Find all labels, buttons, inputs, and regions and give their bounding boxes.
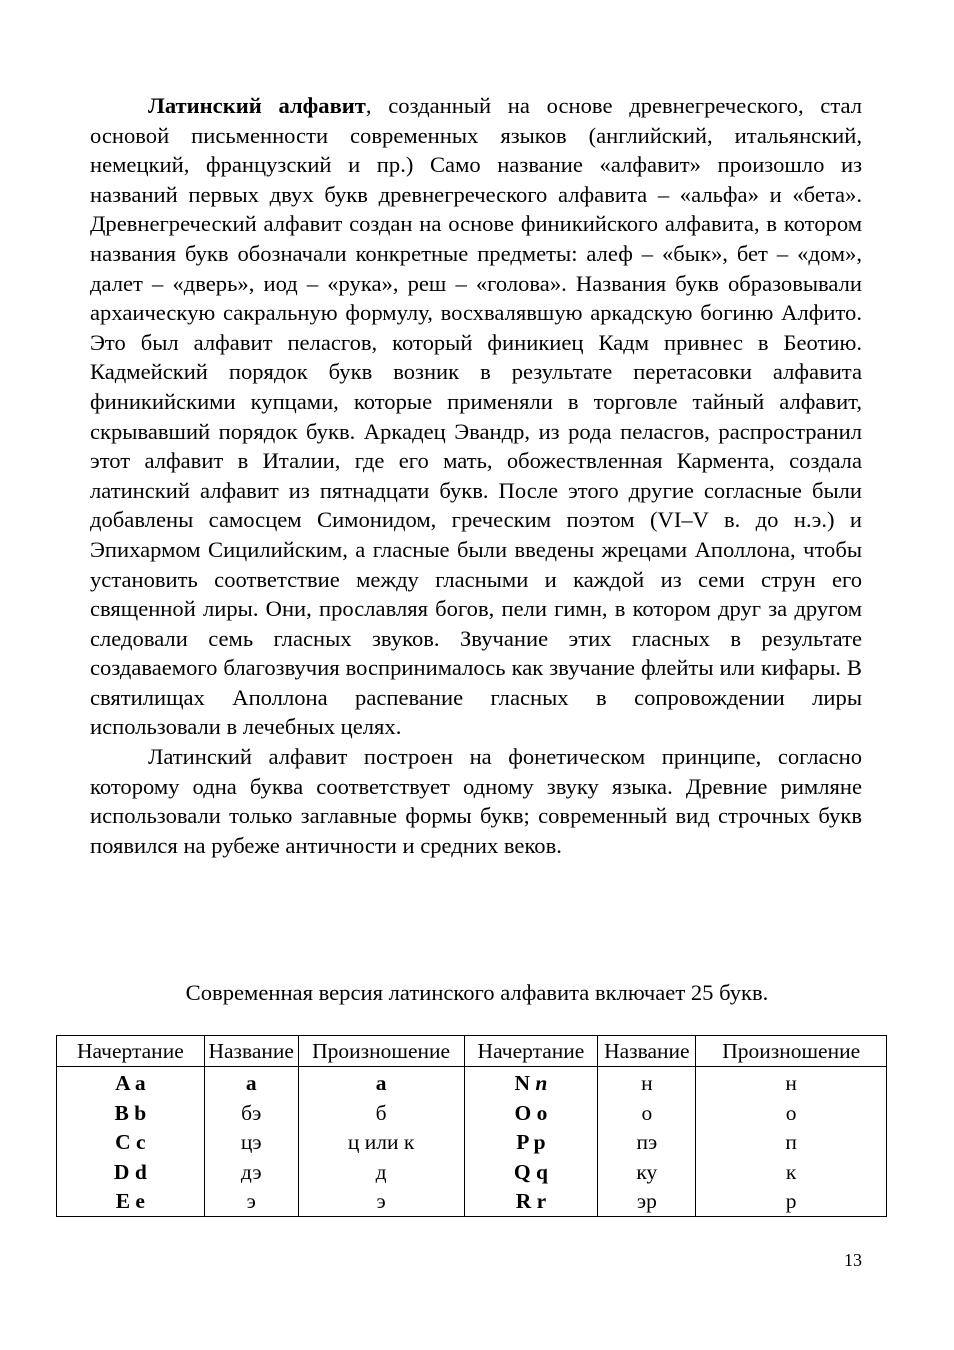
pronunciation-cell: а (298, 1067, 464, 1099)
name-cell: о (598, 1099, 696, 1128)
header-glyph-1: Начертание (57, 1036, 205, 1067)
main-text (90, 91, 862, 860)
paragraph-1 (90, 91, 862, 742)
header-name-1: Название (204, 1036, 298, 1067)
pronunciation-cell: н (696, 1067, 887, 1099)
paragraph-1-body: , созданный на основе древнегреческого, стал основой письменности современных языков (английский, итальянский, немецкий, французский и пр.) Само название «алфавит» произошло из названий первых двух букв древнегреческого алфавита – «альфа» и «бета». Древнегреческий алфавит создан на основе финикийского алфавита, в котором названия букв обозначали конкретные предметы: алеф – «бык», бет – «дом», далет – «дверь», иод – «рука», реш – «голова». Названия букв образовывали архаическую сакральную формулу, восхвалявшую аркадскую богиню Алфито. Это был алфавит пеласгов, который финикиец Кадм привнес в Беотию. Кадмейский порядок букв возник в результате перетасовки алфавита финикийскими купцами, которые применяли в торговле тайный алфавит, скрывавший порядок букв. Аркадец Эвандр, из рода пеласгов, распространил этот алфавит в Италии, где его мать, обожествленная Кармента, создала латинский алфавит из пятнадцати букв. После этого другие согласные были добавлены самосцем Симонидом, греческим поэтом (VI–V в. до н.э.) и Эпихармом Сицилийским, а гласные были введены жрецами Аполлона, чтобы установить соответствие между гласными и каждой из семи струн его священной лиры. Они, прославляя богов, пели гимн, в котором друг за другом следовали семь гласных звуков. Звучание этих гласных в результате создаваемого благозвучия воспринималось как звучание флейты или кифары. В святилищах Аполлона распевание гласных в сопровождении лиры использовали в лечебных целях. (90, 93, 862, 740)
pronunciation-cell: э (298, 1187, 464, 1217)
name-cell: н (598, 1067, 696, 1099)
name-cell: пэ (598, 1128, 696, 1157)
pronunciation-cell: ц или к (298, 1128, 464, 1157)
name-cell: бэ (204, 1099, 298, 1128)
name-cell: ку (598, 1158, 696, 1187)
glyph-cell: P p (464, 1128, 598, 1157)
name-cell: а (204, 1067, 298, 1099)
glyph-lower: n (535, 1071, 548, 1096)
pronunciation-cell: б (298, 1099, 464, 1128)
glyph-cell: A a (57, 1067, 205, 1099)
table-caption: Современная версия латинского алфавита включает 25 букв. (185, 980, 769, 1005)
name-cell: цэ (204, 1128, 298, 1157)
name-cell: эр (598, 1187, 696, 1217)
alphabet-table (56, 1035, 887, 1217)
pronunciation-cell: р (696, 1187, 887, 1217)
table-header-row (57, 1036, 887, 1067)
page-number: 13 (844, 1250, 862, 1270)
header-name-2: Название (598, 1036, 696, 1067)
header-glyph-2: Начертание (464, 1036, 598, 1067)
table-row (57, 1187, 887, 1217)
glyph-cell: O o (464, 1099, 598, 1128)
pronunciation-cell: п (696, 1128, 887, 1157)
pronunciation-cell: д (298, 1158, 464, 1187)
glyph-cell: R r (464, 1187, 598, 1217)
table-row (57, 1158, 887, 1187)
header-pronunciation-2: Произношение (696, 1036, 887, 1067)
table-row (57, 1099, 887, 1128)
glyph-cell: E e (57, 1187, 205, 1217)
glyph-cell: B b (57, 1099, 205, 1128)
name-cell: дэ (204, 1158, 298, 1187)
term-latin-alphabet: Латинский алфавит (148, 93, 366, 118)
table-row (57, 1067, 887, 1099)
glyph-cell: C c (57, 1128, 205, 1157)
paragraph-2: Латинский алфавит построен на фонетическом принципе, согласно которому одна буква соответствует одному звуку языка. Древние римляне использовали только заглавные формы букв; современный вид строчных букв появился на рубеже античности и средних веков. (90, 744, 862, 858)
header-pronunciation-1: Произношение (298, 1036, 464, 1067)
table-row (57, 1128, 887, 1157)
glyph-cell (464, 1067, 598, 1099)
glyph-cell: D d (57, 1158, 205, 1187)
glyph-cell: Q q (464, 1158, 598, 1187)
glyph-upper: N (514, 1071, 531, 1096)
pronunciation-cell: к (696, 1158, 887, 1187)
pronunciation-cell: о (696, 1099, 887, 1128)
name-cell: э (204, 1187, 298, 1217)
